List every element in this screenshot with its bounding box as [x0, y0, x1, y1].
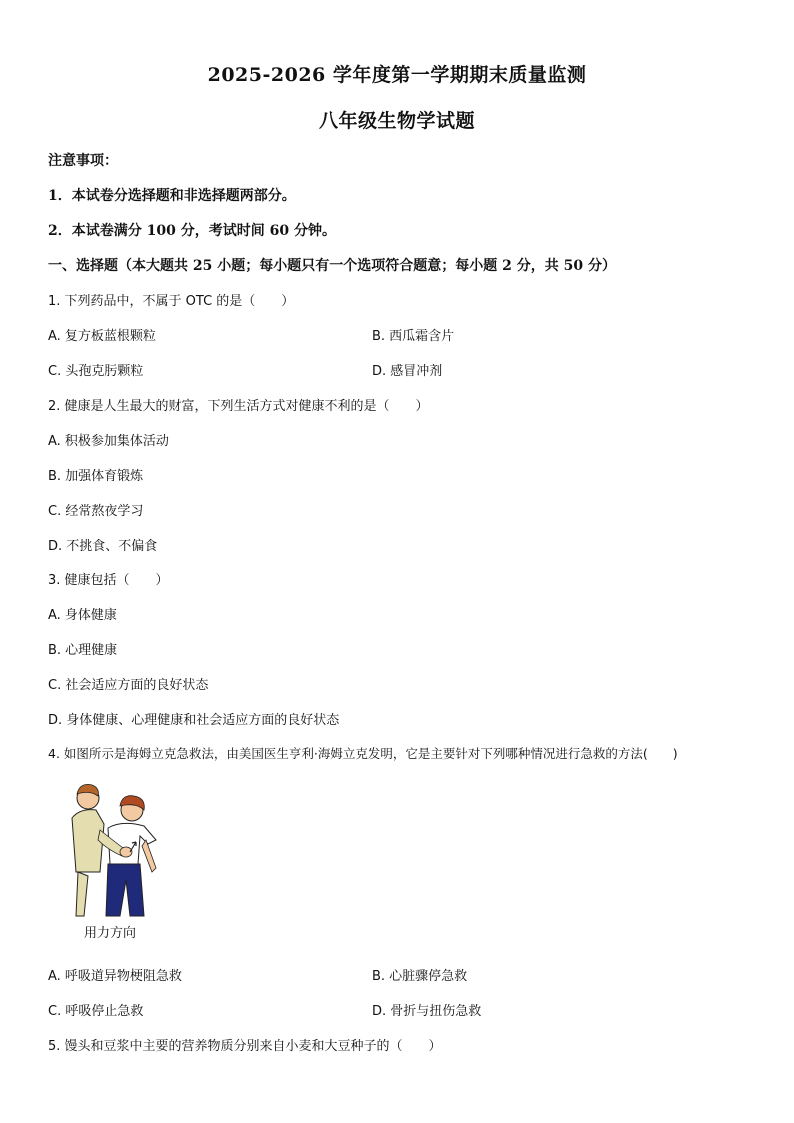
option-d: D. 感冒冲剂 [372, 364, 443, 379]
option-b: B. 心脏骤停急救 [372, 969, 468, 984]
option-d: D. 身体健康、心理健康和社会适应方面的良好状态 [48, 713, 340, 728]
question-stem: 2. 健康是人生最大的财富，下列生活方式对健康不利的是（ ） [48, 399, 429, 414]
option-a: A. 复方板蓝根颗粒 [48, 329, 156, 344]
option-b: B. 加强体育锻炼 [48, 469, 144, 484]
option-a: A. 呼吸道异物梗阻急救 [48, 969, 182, 984]
option-c: C. 呼吸停止急救 [48, 1004, 144, 1019]
note-item: 2．本试卷满分 100 分，考试时间 60 分钟。 [48, 223, 336, 239]
note-item: 1．本试卷分选择题和非选择题两部分。 [48, 188, 296, 204]
question-stem: 3. 健康包括（ ） [48, 573, 169, 588]
option-c: C. 头孢克肟颗粒 [48, 364, 144, 379]
option-a: A. 积极参加集体活动 [48, 434, 169, 449]
exam-subtitle: 八年级生物学试题 [318, 110, 475, 132]
section-heading: 一、选择题（本大题共 25 小题；每小题只有一个选项符合题意；每小题 2 分，共 50 分） [48, 258, 616, 274]
option-c: C. 社会适应方面的良好状态 [48, 678, 209, 693]
option-b: B. 西瓜霜含片 [372, 329, 455, 344]
option-a: A. 身体健康 [48, 608, 117, 623]
exam-title: 2025-2026 学年度第一学期期末质量监测 [207, 64, 587, 86]
notes-heading: 注意事项： [48, 153, 118, 169]
figure-caption: 用力方向 [84, 926, 137, 941]
option-d: D. 不挑食、不偏食 [48, 539, 158, 554]
option-b: B. 心理健康 [48, 643, 118, 658]
question-stem: 1. 下列药品中，不属于 OTC 的是（ ） [48, 294, 295, 309]
option-c: C. 经常熬夜学习 [48, 504, 144, 519]
heimlich-illustration [60, 780, 170, 920]
question-stem: 5. 馒头和豆浆中主要的营养物质分别来自小麦和大豆种子的（ ） [48, 1039, 442, 1054]
option-d: D. 骨折与扭伤急救 [372, 1004, 482, 1019]
question-stem: 4. 如图所示是海姆立克急救法，由美国医生亨利·海姆立克发明，它是主要针对下列哪种情况进行急救的方法( ) [48, 746, 678, 761]
